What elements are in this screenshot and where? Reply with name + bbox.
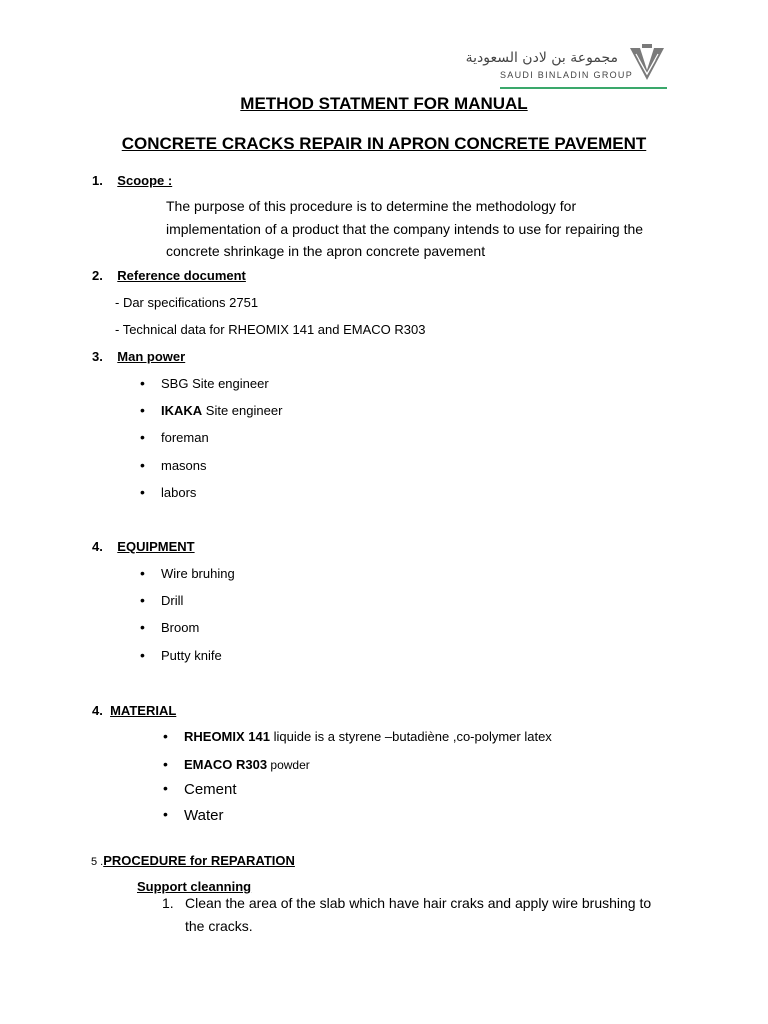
manpower-item: • labors [140, 484, 197, 500]
section-number: 4. [92, 703, 103, 718]
section-equipment-heading [92, 539, 195, 554]
procedure-step-number: 1. [162, 895, 174, 911]
logo-arabic-text: مجموعة بن لادن السعودية [465, 50, 618, 66]
manpower-item: • IKAKA Site engineer [140, 402, 283, 418]
section-title: Reference document [117, 268, 246, 283]
bullet-icon: • [163, 780, 168, 796]
procedure-step-line: the cracks. [185, 917, 253, 934]
procedure-step-line: Clean the area of the slab which have hair craks and apply wire brushing to [185, 895, 652, 911]
section-title: EQUIPMENT [117, 539, 195, 554]
scope-line: The purpose of this procedure is to determine the methodology for [166, 198, 577, 214]
section-manpower-heading [92, 349, 185, 364]
section-scope-heading [92, 173, 172, 188]
bullet-icon: • [163, 806, 168, 822]
material-item: • RHEOMIX 141 liquide is a styrene –butadiène ,co-polymer latex [163, 728, 552, 744]
company-logo-icon [628, 44, 666, 82]
bullet-icon: • [140, 484, 145, 500]
section-procedure-heading [91, 853, 295, 868]
section-number: 1. [92, 173, 103, 188]
bullet-icon: • [140, 647, 145, 663]
material-item: • Cement [163, 780, 237, 798]
bullet-icon: • [140, 375, 145, 391]
document-title-line2: CONCRETE CRACKS REPAIR IN APRON CONCRETE PAVEMENT [121, 134, 647, 153]
section-title: MATERIAL [110, 703, 177, 718]
bullet-icon: • [140, 592, 145, 608]
equipment-item: • Putty knife [140, 647, 222, 663]
equipment-item: • Wire bruhing [140, 565, 235, 581]
scope-line: concrete shrinkage in the apron concrete pavement [166, 243, 486, 259]
bullet-icon: • [140, 565, 145, 581]
manpower-item: • SBG Site engineer [140, 375, 269, 391]
section-number: 5 . [91, 856, 104, 868]
bullet-icon: • [140, 619, 145, 635]
section-reference-heading [92, 268, 246, 283]
bullet-icon: • [140, 429, 145, 445]
reference-item: - Technical data for RHEOMIX 141 and EMACO R303 [115, 322, 426, 337]
section-title: PROCEDURE for REPARATION [103, 853, 295, 868]
section-number: 3. [92, 349, 103, 364]
section-number: 2. [92, 268, 103, 283]
bullet-icon: • [163, 728, 168, 744]
procedure-subheading: Support cleanning [137, 879, 252, 894]
logo-underline [500, 87, 667, 89]
section-material-heading [92, 703, 176, 718]
material-item: • Water [163, 806, 224, 824]
section-number: 4. [92, 539, 103, 554]
document-title-line1: METHOD STATMENT FOR MANUAL [240, 94, 528, 113]
bullet-icon: • [163, 756, 168, 772]
reference-item: - Dar specifications 2751 [115, 295, 259, 310]
scope-paragraph [166, 195, 643, 263]
logo-english-text: SAUDI BINLADIN GROUP [500, 70, 634, 80]
bullet-icon: • [140, 402, 145, 418]
equipment-item: • Broom [140, 619, 200, 635]
section-title: Scoope : [117, 173, 173, 188]
scope-line: implementation of a product that the company intends to use for repairing the [166, 220, 644, 237]
procedure-step [185, 892, 651, 937]
equipment-item: • Drill [140, 592, 184, 608]
manpower-item: • masons [140, 457, 207, 473]
bullet-icon: • [140, 457, 145, 473]
material-item: • EMACO R303 powder [163, 756, 310, 772]
manpower-item: • foreman [140, 429, 209, 445]
section-title: Man power [117, 349, 186, 364]
